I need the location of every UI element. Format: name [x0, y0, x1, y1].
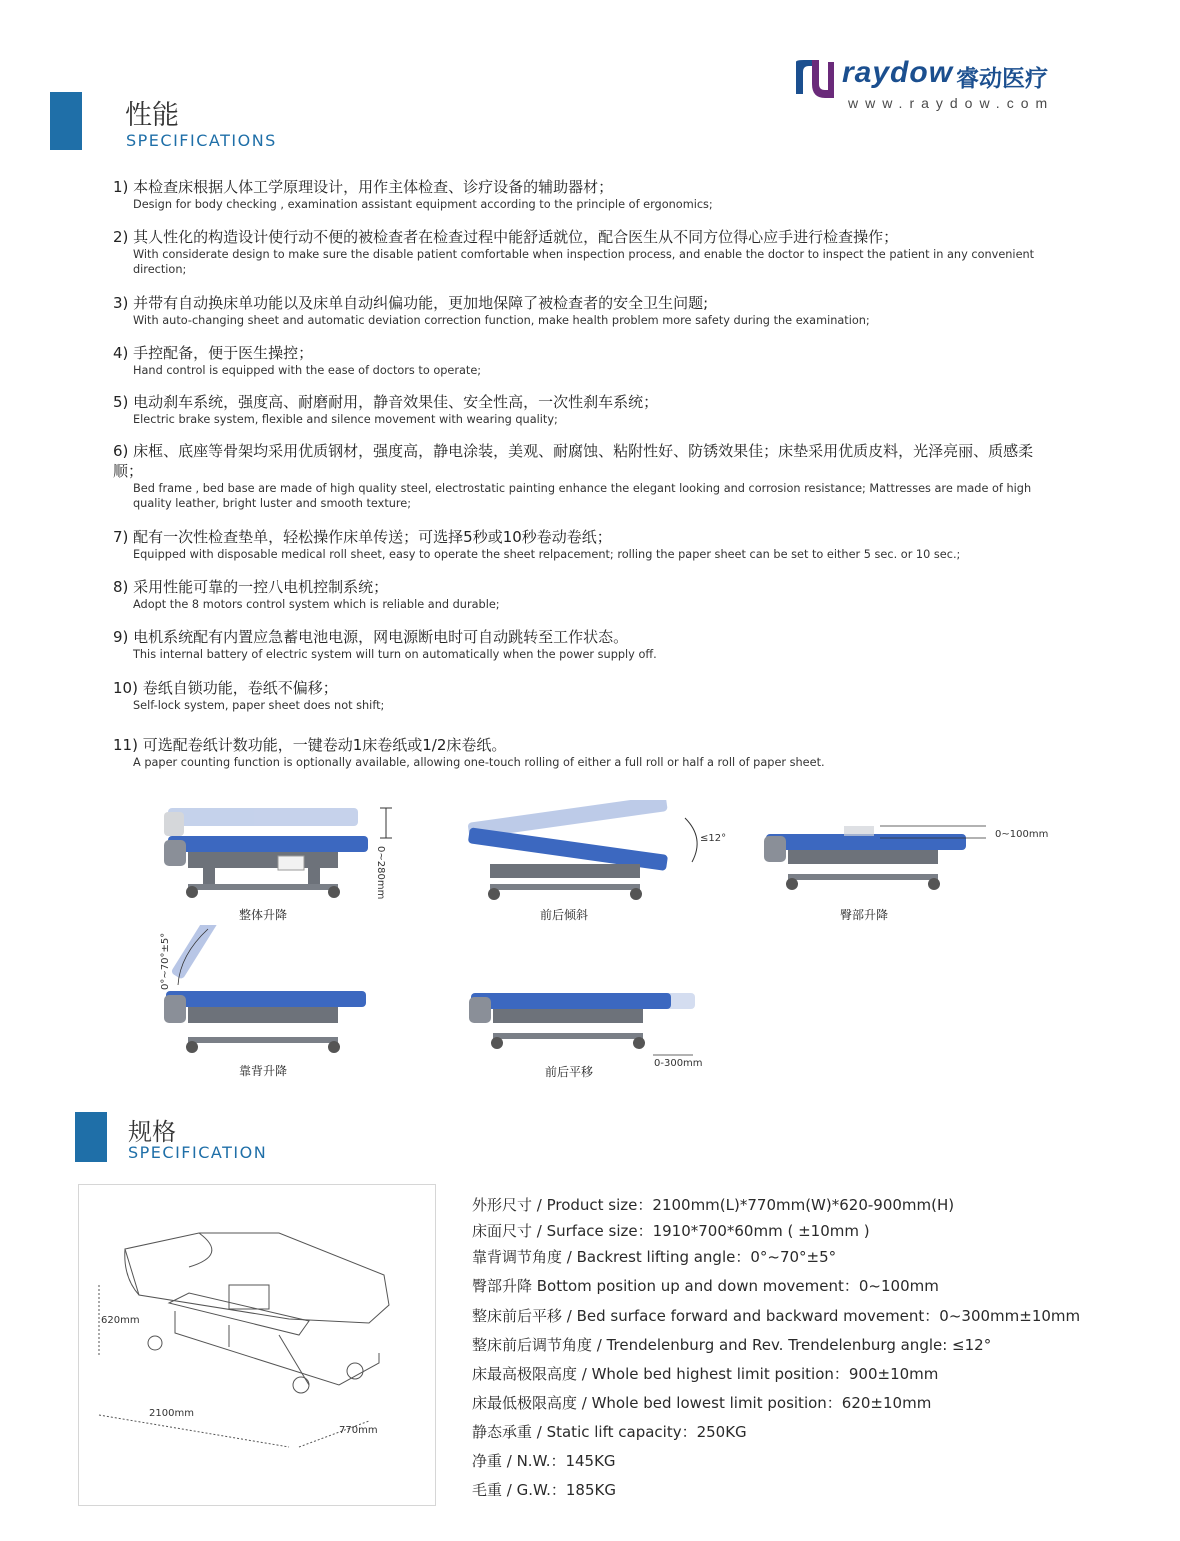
feature-item — [113, 577, 1073, 612]
section-marker — [50, 92, 82, 150]
feature-cn: 6) 床框、底座等骨架均采用优质钢材，强度高，静电涂装，美观、耐腐蚀、粘附性好、防锈效果佳；床垫采用优质皮料，光泽亮丽、质感柔顺； — [113, 442, 1034, 480]
feature-en: With auto-changing sheet and automatic deviation correction function, make health problem more safety during the examination; — [133, 314, 870, 327]
figure-caption: 前后倾斜 — [540, 908, 589, 922]
spec-line: 床最低极限高度 / Whole bed lowest limit position：620±10mm — [472, 1394, 932, 1412]
spec-line: 臀部升降 Bottom position up and down movement：0~100mm — [472, 1277, 939, 1295]
section-marker — [75, 1112, 107, 1162]
feature-en: Equipped with disposable medical roll sheet, easy to operate the sheet relpacement; rolling the paper sheet can be set to either 5 sec. or 10 sec.; — [133, 548, 961, 561]
bed-tilt-figure — [460, 800, 730, 905]
spec-line: 毛重 / G.W.：185KG — [472, 1481, 616, 1499]
section-title-cn: 规格 — [128, 1118, 176, 1146]
feature-item — [113, 627, 1073, 662]
feature-cn: 1) 本检查床根据人体工学原理设计，用作主体检查、诊疗设备的辅助器材； — [113, 178, 614, 196]
feature-cn: 7) 配有一次性检查垫单，轻松操作床单传送；可选择5秒或10秒卷动卷纸； — [113, 528, 612, 546]
feature-item — [113, 735, 1073, 770]
hip-lift-figure — [760, 816, 990, 896]
brand-name-cn: 睿动医疗 — [956, 66, 1048, 92]
spec-line: 净重 / N.W.：145KG — [472, 1452, 616, 1470]
brand-name-en: raydow — [842, 56, 954, 89]
dimension-label: ≤12° — [700, 833, 727, 844]
feature-item — [113, 441, 1073, 511]
feature-item — [113, 527, 1073, 562]
section-title-cn: 性能 — [125, 100, 179, 131]
height-dimension: 620mm — [101, 1315, 140, 1326]
spec-line: 靠背调节角度 / Backrest lifting angle：0°~70°±5° — [472, 1248, 837, 1266]
section-title-en: SPECIFICATION — [128, 1143, 268, 1162]
figure-caption: 靠背升降 — [239, 1064, 288, 1078]
technical-drawing — [78, 1184, 436, 1506]
dimension-label: 0~280mm — [375, 846, 386, 900]
figure-caption: 整体升降 — [239, 908, 288, 922]
feature-en: Bed frame , bed base are made of high quality steel, electrostatic painting enhance the elegant looking and corrosion resistance; Mattresses are made of high quality leather, bright luster and smooth texture; — [133, 482, 1032, 510]
feature-en: With considerate design to make sure the disable patient comfortable when inspection process, and enable the doctor to inspect the patient in any convenient direction; — [133, 248, 1035, 276]
figure-caption: 臀部升降 — [840, 908, 889, 922]
feature-item — [113, 392, 1073, 427]
figure-caption: 前后平移 — [545, 1065, 594, 1079]
feature-cn: 11) 可选配卷纸计数功能，一键卷动1床卷纸或1/2床卷纸。 — [113, 736, 507, 754]
feature-en: Hand control is equipped with the ease of doctors to operate; — [133, 364, 482, 377]
dimension-label: 0~100mm — [995, 829, 1049, 840]
feature-item — [113, 678, 1073, 713]
length-dimension: 2100mm — [149, 1408, 194, 1419]
feature-en: A paper counting function is optionally available, allowing one-touch rolling of either a full roll or half a roll of paper sheet. — [133, 756, 825, 769]
spec-line: 外形尺寸 / Product size：2100mm(L)*770mm(W)*620-900mm(H) — [472, 1196, 955, 1214]
feature-cn: 3) 并带有自动换床单功能以及床单自动纠偏功能，更加地保障了被检查者的安全卫生问题; — [113, 294, 709, 312]
spec-line: 整床前后平移 / Bed surface forward and backward movement：0~300mm±10mm — [472, 1307, 1081, 1325]
feature-en: Design for body checking , examination assistant equipment according to the principle of ergonomics; — [133, 198, 713, 211]
spec-line: 整床前后调节角度 / Trendelenburg and Rev. Trendelenburg angle: ≤12° — [472, 1336, 992, 1354]
feature-cn: 4) 手控配备，便于医生操控； — [113, 344, 314, 362]
raydow-logo-icon — [792, 54, 836, 102]
feature-cn: 5) 电动刹车系统，强度高、耐磨耐用，静音效果佳、安全性高，一次性刹车系统； — [113, 393, 659, 411]
spec-line: 床最高极限高度 / Whole bed highest limit position：900±10mm — [472, 1365, 939, 1383]
feature-cn: 8) 采用性能可靠的一控八电机控制系统； — [113, 578, 389, 596]
spec-line: 床面尺寸 / Surface size：1910*700*60mm ( ±10mm ) — [472, 1222, 870, 1240]
bed-line-drawing — [79, 1185, 435, 1505]
feature-cn: 10) 卷纸自锁功能，卷纸不偏移； — [113, 679, 338, 697]
feature-en: Electric brake system, flexible and silence movement with wearing quality; — [133, 413, 558, 426]
section-title-en: SPECIFICATIONS — [126, 131, 277, 150]
feature-cn: 9) 电机系统配有内置应急蓄电池电源，网电源断电时可自动跳转至工作状态。 — [113, 628, 629, 646]
brand-url: www.raydow.com — [848, 95, 1055, 111]
width-dimension: 770mm — [339, 1425, 378, 1436]
dimension-label: 0°~70°±5° — [160, 932, 171, 990]
feature-item — [113, 343, 1073, 378]
spec-line: 静态承重 / Static lift capacity：250KG — [472, 1423, 747, 1441]
feature-en: This internal battery of electric system will turn on automatically when the power supply off. — [133, 648, 657, 661]
feature-en: Self-lock system, paper sheet does not shift; — [133, 699, 385, 712]
feature-cn: 2) 其人性化的构造设计使行动不便的被检查者在检查过程中能舒适就位，配合医生从不同方位得心应手进行检查操作； — [113, 228, 899, 246]
bed-slide-figure — [465, 985, 715, 1060]
feature-en: Adopt the 8 motors control system which is reliable and durable; — [133, 598, 500, 611]
dimension-label: 0-300mm — [654, 1058, 703, 1069]
feature-item — [113, 293, 1073, 328]
feature-item — [113, 227, 1073, 277]
backrest-lift-figure — [158, 925, 378, 1060]
feature-item — [113, 177, 1073, 212]
